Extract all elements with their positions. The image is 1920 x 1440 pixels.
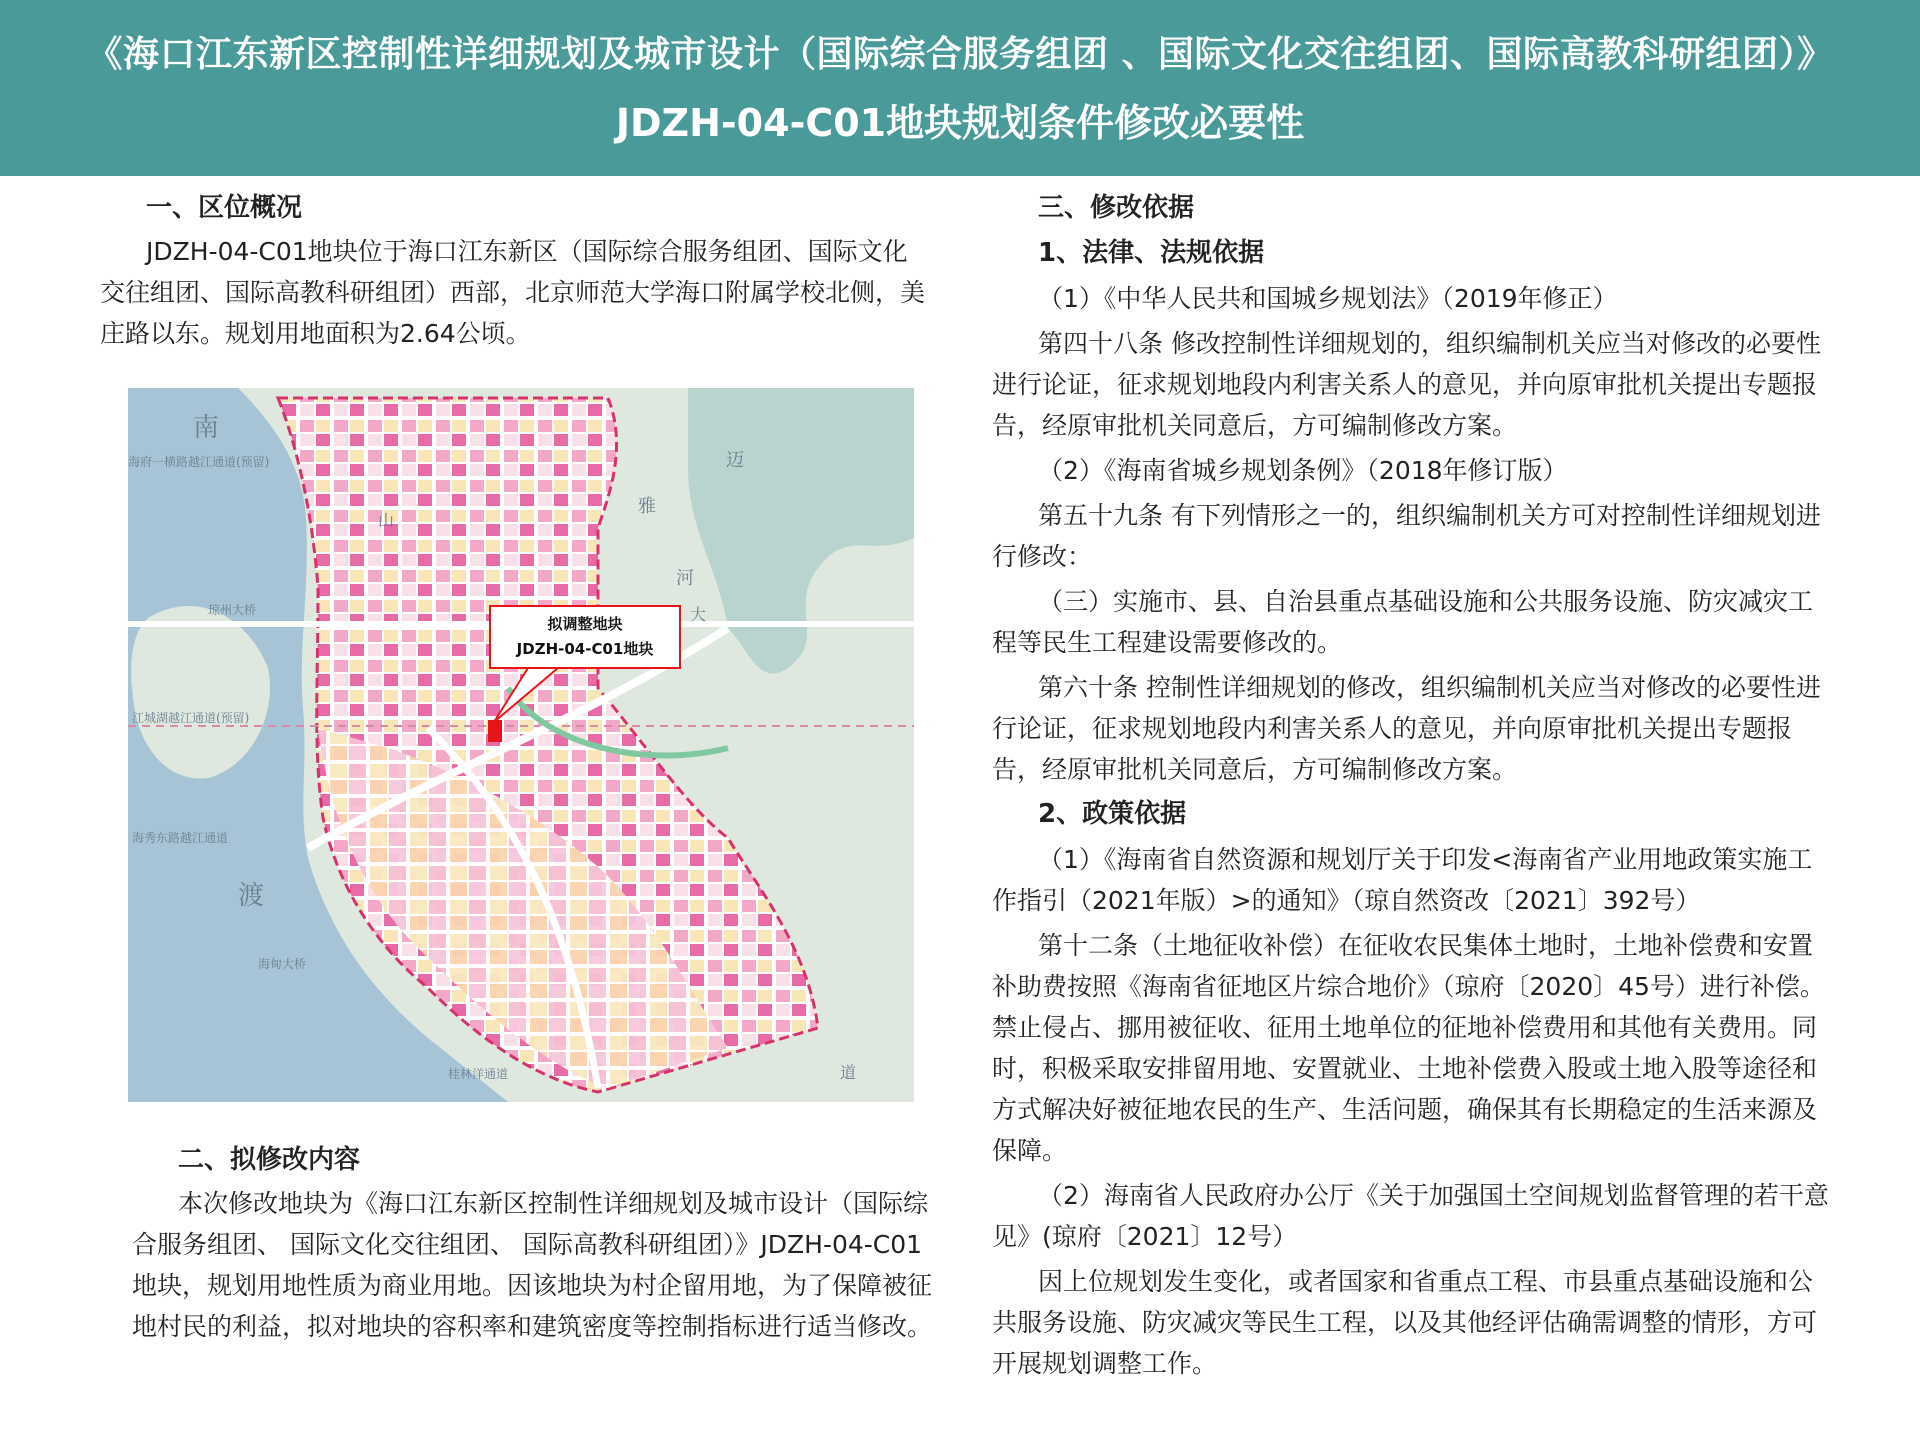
label-guilin-road: 桂林洋通道 bbox=[448, 1067, 509, 1081]
law-1-text: 第四十八条 修改控制性详细规划的，组织编制机关应当对修改的必要性进行论证，征求规划地段内利害关系人的意见，并向原审批机关提出专题报告，经原审批机关同意后，方可编制修改方案。 bbox=[992, 329, 1821, 440]
label-nan: 南 bbox=[193, 413, 220, 443]
label-tunnel-2: 江城湖越江通道(预留) bbox=[132, 711, 250, 725]
label-he: 河 bbox=[676, 568, 694, 589]
section-location bbox=[100, 188, 930, 354]
section-1-text: JDZH-04-C01地块位于海口江东新区（国际综合服务组团、国际文化交往组团、国际高教科研组团）西部，北京师范大学海口附属学校北侧，美庄路以东。规划用地面积为2.64公顷。 bbox=[100, 237, 926, 348]
section-1-title: 一、区位概况 bbox=[146, 193, 303, 223]
sub-1-title: 1、法律、法规依据 bbox=[1038, 238, 1265, 268]
label-tunnel-1: 海府一横路越江通道(预留) bbox=[128, 455, 270, 469]
label-haidian-bridge: 海甸大桥 bbox=[258, 957, 307, 971]
label-dao: 道 bbox=[840, 1063, 857, 1082]
title-line-2: JDZH-04-C01地块规划条件修改必要性 bbox=[615, 101, 1305, 145]
label-mai: 迈 bbox=[726, 450, 744, 471]
location-map bbox=[128, 388, 914, 1102]
law-2-text-2: （三）实施市、县、自治县重点基础设施和公共服务设施、防灾减灾工程等民生工程建设需要修改的。 bbox=[992, 587, 1814, 657]
policy-1-text: 第十二条（土地征收补偿）在征收农民集体土地时，土地补偿费和安置补助费按照《海南省征地区片综合地价》（琼府〔2020〕45号）进行补偿。禁止侵占、挪用被征收、征用土地单位的征地补偿费用和其他有关费用。同时，积极采取安排留用地、安置就业、土地补偿费入股或土地入股等途径和方式解决好被征地农民的生产、生活问题，确保其有长期稳定的生活来源及保障。 bbox=[992, 931, 1825, 1165]
label-du: 渡 bbox=[238, 881, 265, 911]
law-2-text-3: 第六十条 控制性详细规划的修改，组织编制机关应当对修改的必要性进行论证，征求规划地段内利害关系人的意见，并向原审批机关提出专题报告，经原审批机关同意后，方可编制修改方案。 bbox=[992, 673, 1821, 784]
policy-2-text: 因上位规划发生变化，或者国家和省重点工程、市县重点基础设施和公共服务设施、防灾减灾等民生工程，以及其他经评估确需调整的情形，方可开展规划调整工作。 bbox=[992, 1267, 1818, 1378]
law-1-title: （1）《中华人民共和国城乡规划法》（2019年修正） bbox=[1038, 284, 1618, 313]
title-line-1: 《海口江东新区控制性详细规划及城市设计（国际综合服务组团 、国际文化交往组团、国际高教科研组团）》 bbox=[86, 34, 1834, 75]
callout-line-2: JDZH-04-C01地块 bbox=[516, 640, 654, 658]
section-modification bbox=[132, 1140, 934, 1347]
sub-2-title: 2、政策依据 bbox=[1038, 799, 1187, 829]
law-2-text-1: 第五十九条 有下列情形之一的，组织编制机关方可对控制性详细规划进行修改： bbox=[992, 501, 1821, 571]
label-da: 大 bbox=[690, 605, 707, 624]
section-2-title: 二、拟修改内容 bbox=[178, 1145, 361, 1175]
label-tunnel-3: 海秀东路越江通道 bbox=[132, 831, 229, 845]
law-2-title: （2）《海南省城乡规划条例》（2018年修订版） bbox=[1038, 456, 1568, 485]
section-basis bbox=[992, 188, 1832, 1384]
policy-1-title: （1）《海南省自然资源和规划厅关于印发<海南省产业用地政策实施工作指引（2021年版）>的通知》（琼自然资改〔2021〕392号） bbox=[992, 845, 1813, 915]
label-qiongzhou-bridge: 琼州大桥 bbox=[208, 603, 257, 617]
label-shan: 山 bbox=[378, 511, 395, 530]
policy-2-title: （2）海南省人民政府办公厅《关于加强国土空间规划监督管理的若干意见》(琼府〔2021〕12号） bbox=[992, 1181, 1829, 1251]
section-2-text: 本次修改地块为《海口江东新区控制性详细规划及城市设计（国际综合服务组团、 国际文化交往组团、 国际高教科研组团）》JDZH-04-C01地块，规划用地性质为商业用地。因该地块为村企留用地，为了保障被征地村民的利益，拟对地块的容积率和建筑密度等控制指标进行适当修改。 bbox=[132, 1189, 933, 1341]
section-3-title: 三、修改依据 bbox=[1038, 193, 1195, 223]
header-banner bbox=[0, 0, 1920, 176]
label-ya: 雅 bbox=[638, 496, 656, 517]
target-parcel bbox=[488, 720, 502, 742]
callout-line-1: 拟调整地块 bbox=[547, 615, 623, 633]
